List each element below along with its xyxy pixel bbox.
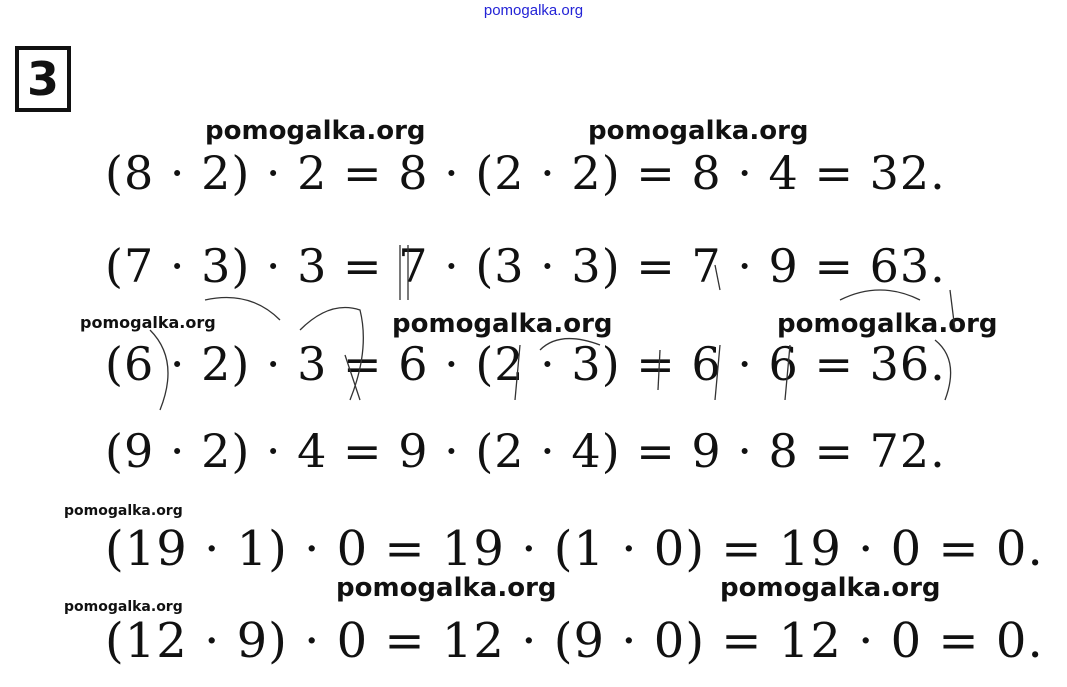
watermark: pomogalka.org — [720, 573, 941, 603]
equation-line-6: (12 · 9) · 0 = 12 · (9 · 0) = 12 · 0 = 0. — [105, 613, 1044, 669]
watermark: pomogalka.org — [64, 503, 183, 519]
watermark: pomogalka.org — [205, 116, 426, 146]
site-link[interactable]: pomogalka.org — [483, 2, 584, 19]
equation-line-4: (9 · 2) · 4 = 9 · (2 · 4) = 9 · 8 = 72. — [105, 424, 946, 478]
watermark: pomogalka.org — [64, 599, 183, 615]
watermark: pomogalka.org — [392, 309, 613, 339]
watermark: pomogalka.org — [777, 309, 998, 339]
watermark: pomogalka.org — [588, 116, 809, 146]
watermark: pomogalka.org — [80, 313, 216, 332]
task-number-box — [15, 46, 71, 112]
equation-line-5: (19 · 1) · 0 = 19 · (1 · 0) = 19 · 0 = 0. — [105, 521, 1044, 577]
equation-line-3: (6 · 2) · 3 = 6 · (2 · 3) = 6 · 6 = 36. — [105, 337, 946, 391]
task-number: 3 — [26, 52, 59, 106]
equation-line-1: (8 · 2) · 2 = 8 · (2 · 2) = 8 · 4 = 32. — [105, 146, 946, 200]
watermark: pomogalka.org — [336, 573, 557, 603]
equation-line-2: (7 · 3) · 3 = 7 · (3 · 3) = 7 · 9 = 63. — [105, 239, 946, 293]
